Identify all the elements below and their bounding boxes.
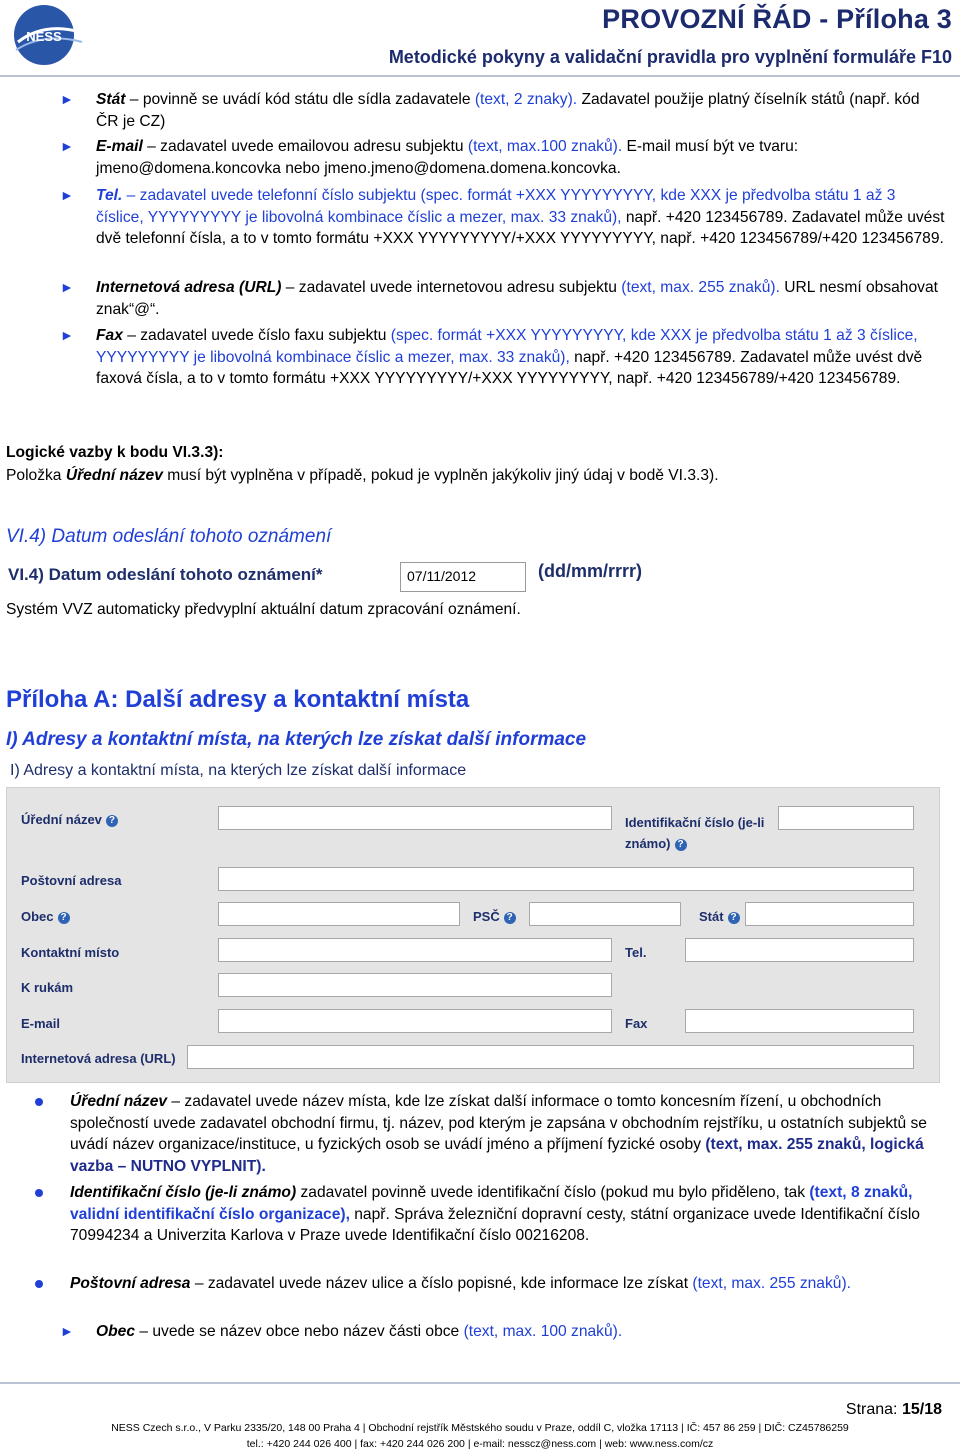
dot-bullet-icon <box>35 1098 43 1106</box>
label-phone: Tel. <box>625 945 647 960</box>
arrow-bullet-icon: ► <box>60 187 74 203</box>
bullet-spec: (spec. formát +XXX YYYYYYYYY, kde XXX je předvolba státu 1 až 3 číslice, YYYYYYYYY je libovolná kombinace číslic a mezer, max. 33 znaků), <box>96 327 918 366</box>
arrow-bullet-icon: ► <box>60 279 74 295</box>
bullet-fax: ► Fax – zadavatel uvede číslo faxu subjektu (spec. formát +XXX YYYYYYYYY, kde XXX je předvolba státu 1 až 3 číslice, YYYYYYYYY je libovolná kombinace číslic a mezer, max. 33 znaků), např. +420 123456789. Zadavatel může uvést dvě faxová čísla, a to v tomto formátu +XXX YYYYYYYYY/+XXX YYYYYYYYY, např. +420 123456789/+420 123456789. <box>60 327 923 387</box>
bullet-id-number <box>70 1182 940 1247</box>
bullet-text: uvede se název obce nebo název části obce <box>152 1323 460 1340</box>
bullet-town: ► Obec – uvede se název obce nebo název části obce (text, max. 100 znaků). <box>96 1321 946 1343</box>
bullet-tail: E-mail musí být ve tvaru: jmeno@domena.koncovka nebo jmeno.jmeno@domena.domena.koncovka. <box>96 138 799 177</box>
bullet-spec: (text, max. 255 znaků). <box>692 1275 851 1292</box>
bullet-tail: např. +420 123456789. Zadavatel může uvést dvě telefonní čísla, a to v tomto formátu +XXX YYYYYYYYY/+XXX YYYYYYYYY, např. +420 123456789/+420 123456789. <box>96 208 945 247</box>
email-input[interactable] <box>218 1009 612 1033</box>
bullet-tail: např. Správa železniční dopravní cesty, státní organizace uvede Identifikační číslo 70994234 a Univerzita Karlova v Praze uvede Identifikační číslo 00216208. <box>70 1205 920 1244</box>
bullet-term: Poštovní adresa <box>70 1275 191 1292</box>
annex-heading: Příloha A: Další adresy a kontaktní místa <box>6 686 470 713</box>
dot-bullet-icon <box>35 1189 43 1197</box>
section-vi4-heading: VI.4) Datum odeslání tohoto oznámení <box>6 526 332 547</box>
logo-text: NESS <box>26 29 62 44</box>
bullet-spec: (text, 2 znaky). <box>474 91 578 108</box>
label-official-name: Úřední název ? <box>21 812 118 827</box>
bullet-stat: ► Stát – povinně se uvádí kód státu dle sídla zadavatele (text, 2 znaky). Zadavatel použije platný číselník států (např. kód ČR je CZ) <box>60 91 920 130</box>
phone-input[interactable] <box>685 938 914 962</box>
bullet-term: Stát <box>96 91 126 108</box>
bullet-term: Úřední název <box>70 1093 168 1110</box>
bullet-term: Identifikační číslo (je-li známo) <box>70 1184 297 1201</box>
bullet-text: – zadavatel uvede telefonní číslo subjektu <box>126 187 417 204</box>
logic-text <box>6 467 946 485</box>
bullet-text: – zadavatel uvede název ulice a číslo popisné, kde informace lze získat <box>194 1275 689 1292</box>
bullet-spec: (text, max.100 znaků). <box>467 138 623 155</box>
id-number-input[interactable] <box>778 806 914 830</box>
bullet-tail: např. +420 123456789. Zadavatel může uvést dvě faxová čísla, a to v tomto formátu +XXX YYYYYYYYY/+XXX YYYYYYYYY, např. +420 123456789/+420 123456789. <box>96 348 923 387</box>
bullet-term: Internetová adresa (URL) <box>96 279 282 296</box>
bullet-text: zadavatel povinně uvede identifikační číslo (pokud mu bylo přiděleno, tak <box>300 1184 806 1201</box>
contact-point-input[interactable] <box>218 938 612 962</box>
bullet-tail: URL nesmí obsahovat znak“@“. <box>96 279 938 318</box>
annex-form-title: I) Adresy a kontaktní místa, na kterých lze získat další informace <box>10 762 467 779</box>
label-attention: K rukám <box>21 980 74 995</box>
bullet-spec: (spec. formát +XXX YYYYYYYYY, kde XXX je předvolba státu 1 až 3 číslice, YYYYYYYYY je libovolná kombinace číslic a mezer, max. 33 znaků), <box>96 187 896 226</box>
arrow-bullet-icon: ► <box>60 138 74 154</box>
date-input[interactable] <box>400 562 526 592</box>
help-icon[interactable]: ? <box>504 912 516 924</box>
label-email: E-mail <box>21 1016 61 1031</box>
bullet-spec: (text, 8 znaků, validní identifikační číslo organizace), <box>70 1184 913 1223</box>
bullet-text: – zadavatel uvede název místa, kde lze získat další informace o tomto koncesním řízení, u obchodních společností uvede zadavatel obchodní firmu, tj. název, pod kterým je zapsána v obchodním rejstříku, u ostatních subjektů se uvádí název organizace/instituce, u fyzických osob se uvádí jméno a příjmení fyzické osoby <box>70 1093 927 1153</box>
bullet-tail: Zadavatel použije platný číselník států (např. kód ČR je CZ) <box>96 91 920 130</box>
page-value: 15/18 <box>901 1401 942 1418</box>
label-country: Stát ? <box>699 909 740 924</box>
arrow-bullet-icon: ► <box>60 1323 74 1339</box>
help-icon[interactable]: ? <box>58 912 70 924</box>
page-number <box>846 1401 942 1419</box>
dot-bullet-icon <box>35 1280 43 1288</box>
label-postal-address: Poštovní adresa <box>21 873 122 888</box>
help-icon[interactable]: ? <box>675 839 687 851</box>
official-name-input[interactable] <box>218 806 612 830</box>
logic-term: Úřední název <box>65 467 163 484</box>
date-value: 07/11/2012 <box>407 568 477 584</box>
bullet-url: ► Internetová adresa (URL) – zadavatel uvede internetovou adresu subjektu (text, max. 255 znaků). URL nesmí obsahovat znak“@“. <box>60 279 938 318</box>
bullet-text: povinně se uvádí kód státu dle sídla zadavatele <box>142 91 471 108</box>
header-subtitle: Metodické pokyny a validační pravidla pro vyplnění formuláře F10 <box>388 47 952 67</box>
postcode-input[interactable] <box>529 902 681 926</box>
label-url: Internetová adresa (URL) <box>21 1051 176 1066</box>
bullet-official-name <box>70 1091 940 1177</box>
logic-heading: Logické vazby k bodu VI.3.3): <box>6 444 224 461</box>
bullet-term: E-mail <box>96 138 143 155</box>
url-input[interactable] <box>187 1045 914 1069</box>
logic-pre: Položka <box>6 467 62 484</box>
bullet-term: Tel. <box>96 187 123 204</box>
footer-contact-line: tel.: +420 244 026 400 | fax: +420 244 026 200 | e-mail: nesscz@ness.com | web: www.ness.com/cz <box>246 1438 714 1450</box>
bullet-term: Fax <box>96 327 123 344</box>
contact-form <box>6 787 940 1083</box>
vi4-form-label <box>8 565 323 585</box>
help-icon[interactable]: ? <box>106 815 118 827</box>
logo-icon <box>10 2 86 66</box>
bullet-text: zadavatel uvede číslo faxu subjektu <box>140 327 387 344</box>
footer-divider <box>0 1382 960 1384</box>
label-id-number: Identifikační číslo (je-li známo) ? <box>625 815 765 851</box>
bullet-spec: (text, max. 100 znaků). <box>463 1323 623 1340</box>
town-input[interactable] <box>218 902 460 926</box>
bullet-postal-address <box>70 1273 940 1295</box>
country-input[interactable] <box>745 902 914 926</box>
postal-address-input[interactable] <box>218 867 914 891</box>
arrow-bullet-icon: ► <box>60 91 74 107</box>
bullet-spec: (text, max. 255 znaků, logická vazba – NUTNO VYPLNIT). <box>70 1136 924 1175</box>
footer-company-line: NESS Czech s.r.o., V Parku 2335/20, 148 00 Praha 4 | Obchodní rejstřík Městského soudu v Praze, oddíl C, vložka 17113 | IČ: 457 86 259 | DIČ: CZ45786259 <box>111 1422 849 1434</box>
bullet-tel <box>60 185 946 250</box>
fax-input[interactable] <box>685 1009 914 1033</box>
header-title: PROVOZNÍ ŘÁD - Příloha 3 <box>602 4 952 34</box>
label-fax: Fax <box>625 1016 648 1031</box>
required-mark: * <box>315 565 323 584</box>
label-postcode: PSČ ? <box>473 909 516 924</box>
label-contact-point: Kontaktní místo <box>21 945 120 960</box>
header-divider <box>0 75 960 77</box>
arrow-bullet-icon: ► <box>60 327 74 343</box>
bullet-text: zadavatel uvede internetovou adresu subjektu <box>298 279 617 296</box>
bullet-term: Obec <box>96 1323 135 1340</box>
bullet-text: zadavatel uvede emailovou adresu subjektu <box>160 138 464 155</box>
logic-post: musí být vyplněna v případě, pokud je vyplněn jakýkoliv jiný údaj v bodě VI.3.3). <box>167 467 719 484</box>
annex-subheading: I) Adresy a kontaktní místa, na kterých lze získat další informace <box>6 729 587 750</box>
attention-input[interactable] <box>218 973 612 997</box>
label-town: Obec ? <box>21 909 70 924</box>
help-icon[interactable]: ? <box>728 912 740 924</box>
vi4-label-text: VI.4) Datum odeslání tohoto oznámení <box>8 565 316 584</box>
date-format-hint: (dd/mm/rrrr) <box>538 561 643 581</box>
bullet-spec: (text, max. 255 znaků). <box>621 279 780 296</box>
vi4-note: Systém VVZ automaticky předvyplní aktuální datum zpracování oznámení. <box>6 601 521 618</box>
page-label: Strana: <box>845 1401 898 1418</box>
bullet-email: ► E-mail – zadavatel uvede emailovou adresu subjektu (text, max.100 znaků). E-mail musí být ve tvaru: jmeno@domena.koncovka nebo jmeno.jmeno@domena.domena.koncovka. <box>60 138 799 177</box>
